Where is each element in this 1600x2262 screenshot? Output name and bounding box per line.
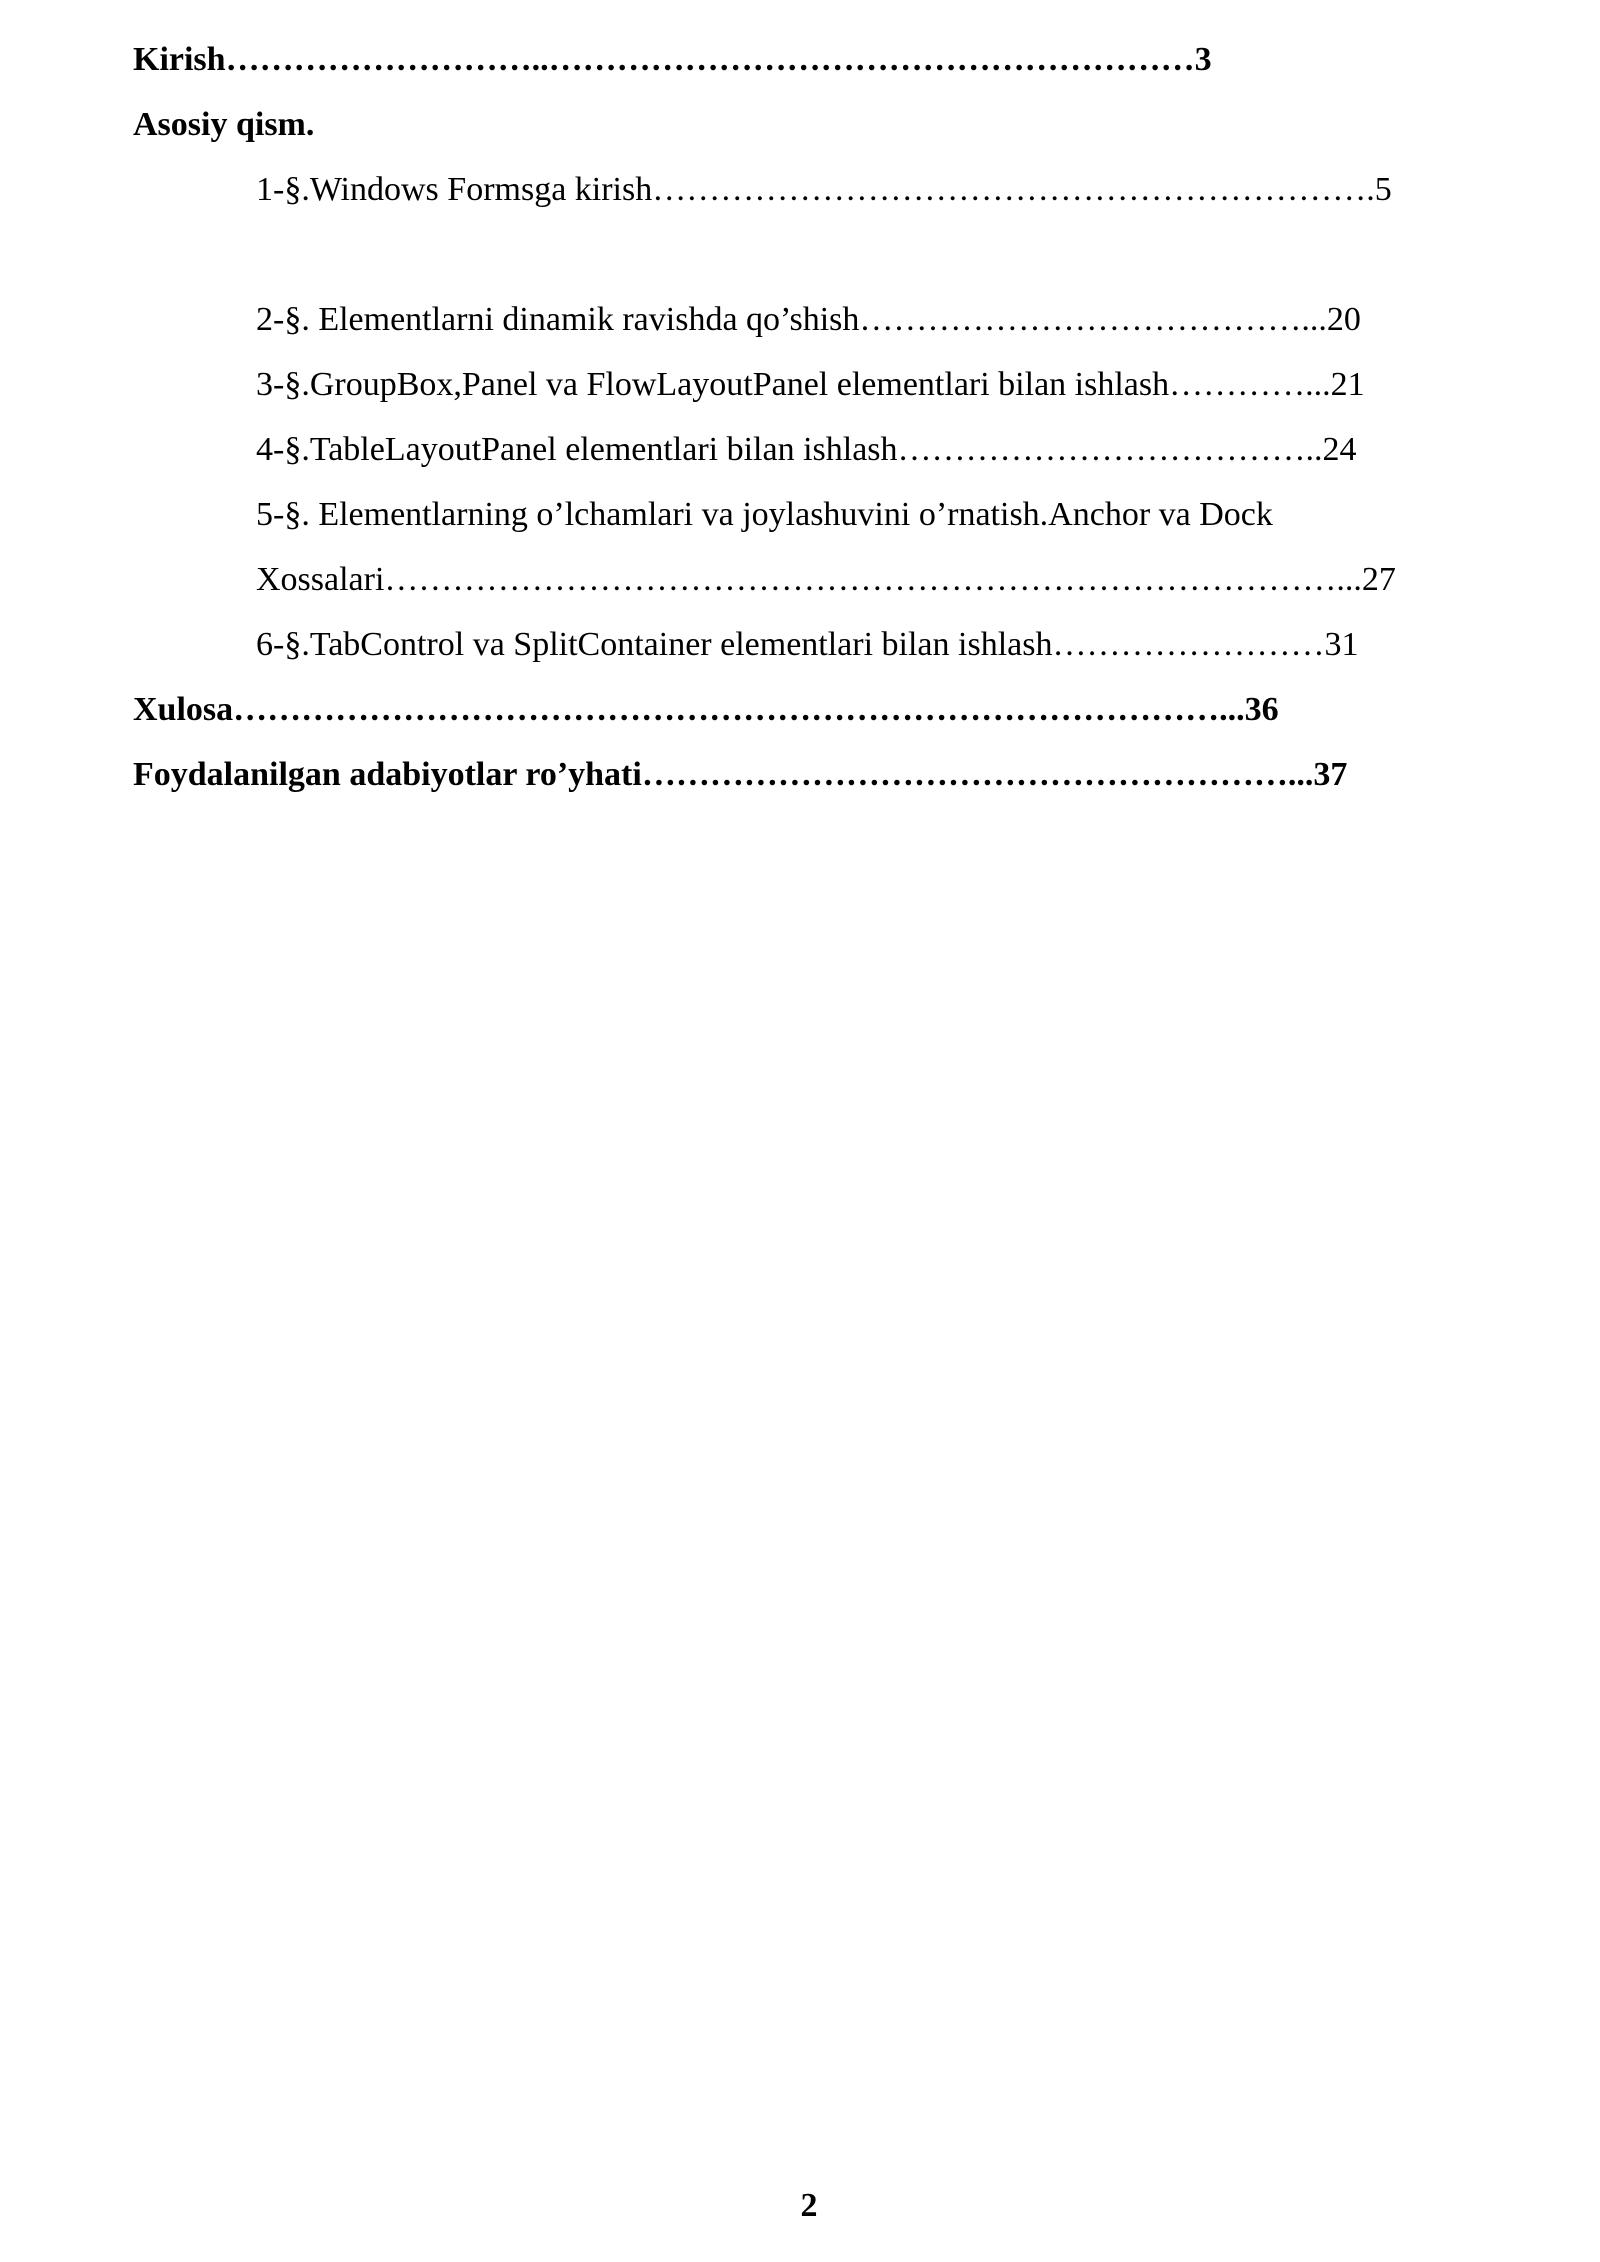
toc-entry-section-5-line-2: Xossalari…………………………………………………………………………...27 (256, 561, 1396, 598)
toc-entry-foydalanilgan-adabiyotlar: Foydalanilgan adabiyotlar ro’yhati…………………………………………………...37 (133, 756, 1348, 793)
toc-entry-section-1: 1-§.Windows Formsga kirish……………………………………………………….5 (256, 171, 1392, 208)
toc-heading-asosiy-qism: Asosiy qism. (133, 106, 315, 143)
toc-entry-section-3: 3-§.GroupBox,Panel va FlowLayoutPanel elementlari bilan ishlash…………...21 (256, 366, 1365, 403)
toc-entry-xulosa: Xulosa……………………………………………………………………………...36 (133, 691, 1279, 728)
toc-entry-section-2: 2-§. Elementlarni dinamik ravishda qo’shish…………………………………...20 (256, 301, 1361, 338)
toc-entry-kirish: Kirish………………………..…………………………………………………3 (133, 41, 1212, 78)
page-number: 2 (800, 2187, 818, 2224)
toc-entry-section-4: 4-§.TableLayoutPanel elementlari bilan ishlash………………………………..24 (256, 431, 1357, 468)
toc-entry-section-5-line-1: 5-§. Elementlarning o’lchamlari va joylashuvini o’rnatish.Anchor va Dock (256, 496, 1273, 533)
toc-entry-section-6: 6-§.TabControl va SplitContainer elementlari bilan ishlash……………………31 (256, 626, 1359, 663)
